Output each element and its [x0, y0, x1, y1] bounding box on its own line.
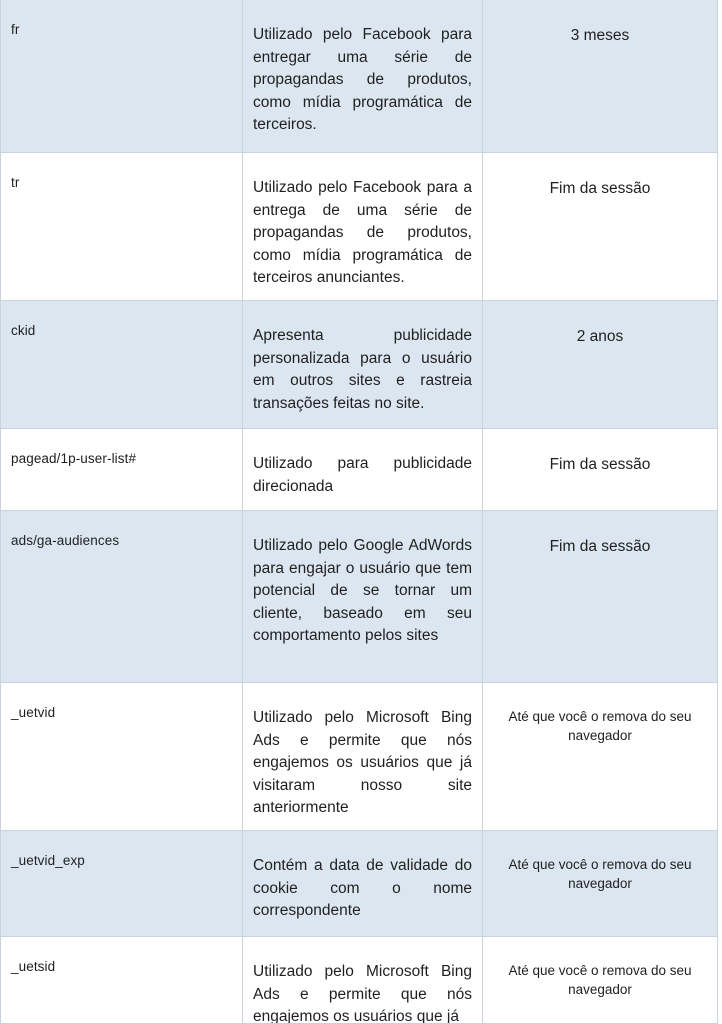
table-row [1, 301, 717, 429]
cookie-description: Contém a data de validade do cookie com o nome correspondente [242, 831, 482, 936]
table-row [1, 831, 717, 937]
cookie-duration: 2 anos [482, 301, 717, 428]
cookie-name: ckid [11, 323, 36, 338]
cookie-name: _uetvid [11, 705, 56, 720]
cookie-description: Utilizado para publicidade direcionada [242, 429, 482, 510]
table-row [1, 937, 717, 1024]
cookie-duration: Fim da sessão [482, 153, 717, 300]
cookie-duration: Fim da sessão [482, 511, 717, 682]
cookie-description: Utilizado pelo Microsoft Bing Ads e permite que nós engajemos os usuários que já [242, 937, 482, 1024]
cookie-description: Utilizado pelo Facebook para a entrega de uma série de propagandas de produtos, como mídia programática de terceiros anunciantes. [242, 153, 482, 300]
cookie-description: Utilizado pelo Google AdWords para engajar o usuário que tem potencial de se tornar um cliente, baseado em seu comportamento pelos sites [242, 511, 482, 682]
cookie-name: ads/ga-audiences [11, 533, 120, 548]
table-row [1, 0, 717, 153]
cookie-name: tr [11, 175, 20, 190]
cookie-description: Apresenta publicidade personalizada para o usuário em outros sites e rastreia transações feitas no site. [242, 301, 482, 428]
cookie-duration: 3 meses [482, 0, 717, 152]
cookie-description: Utilizado pelo Facebook para entregar uma série de propagandas de produtos, como mídia programática de terceiros. [242, 0, 482, 152]
table-row [1, 511, 717, 683]
cookie-description: Utilizado pelo Microsoft Bing Ads e permite que nós engajemos os usuários que já visitaram nosso site anteriormente [242, 683, 482, 830]
cookie-name: pagead/1p-user-list# [11, 451, 137, 466]
table-row [1, 683, 717, 831]
cookie-duration: Até que você o remova do seu navegador [482, 683, 717, 830]
table-row [1, 429, 717, 511]
cookie-duration: Até que você o remova do seu navegador [482, 937, 717, 1024]
cookie-name: _uetvid_exp [11, 853, 85, 868]
cookie-name: fr [11, 22, 20, 37]
cookie-duration: Fim da sessão [482, 429, 717, 510]
cookie-name: _uetsid [11, 959, 56, 974]
table-row [1, 153, 717, 301]
cookie-duration: Até que você o remova do seu navegador [482, 831, 717, 936]
